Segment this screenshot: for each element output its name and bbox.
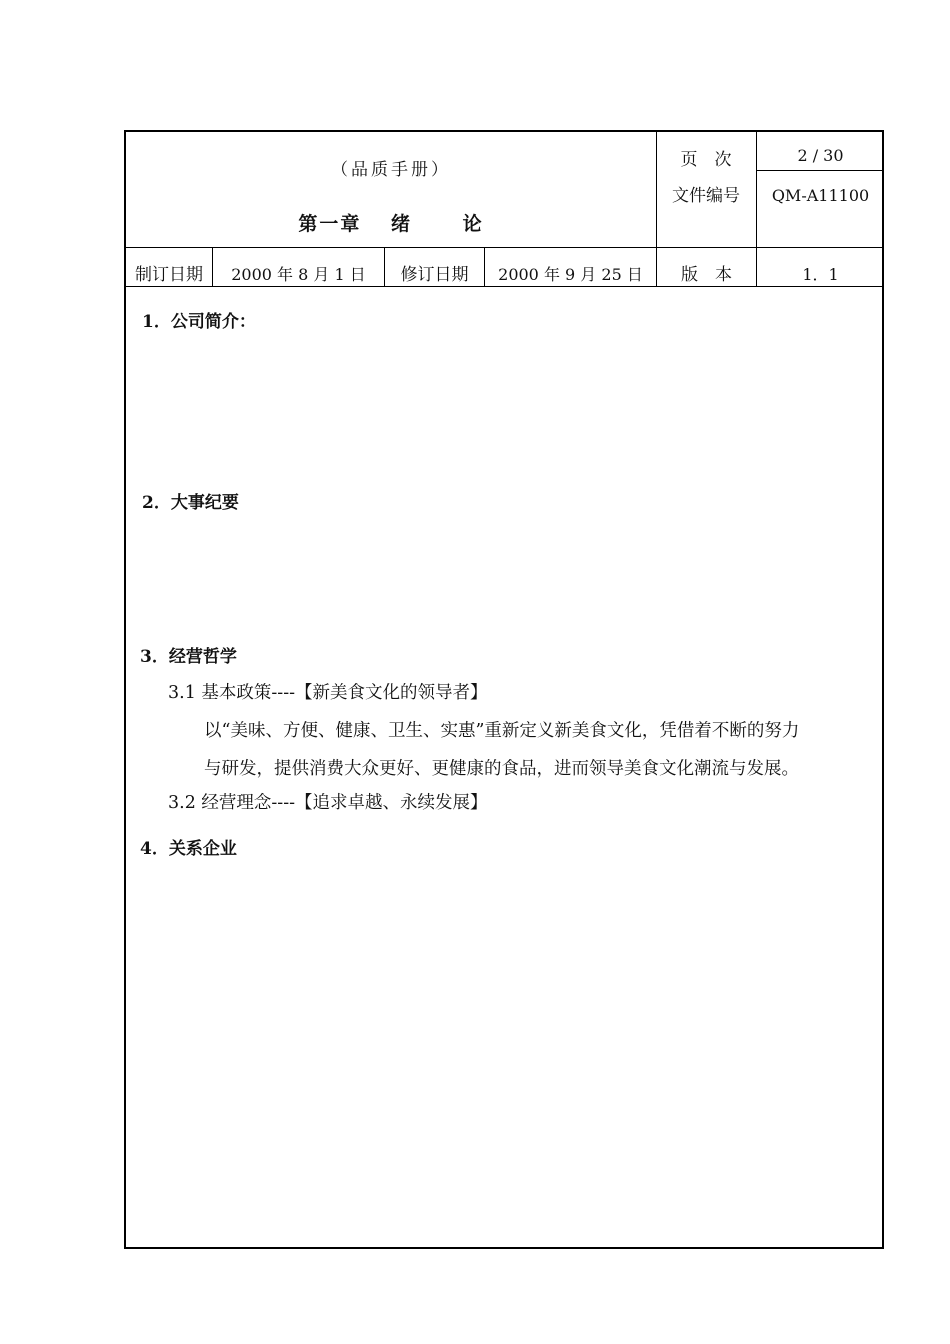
section-1-heading: 1．公司简介：	[142, 312, 256, 332]
version-label: 版 本	[681, 265, 732, 285]
rev-date-label: 修订日期	[400, 265, 469, 285]
version-value: 1．1	[802, 265, 839, 284]
docno-value: QM-A11100	[771, 186, 870, 205]
header-row-divider	[756, 170, 884, 171]
section-2-heading: 2．大事纪要	[142, 493, 239, 513]
section-3-1-line-2: 与研发，提供消费大众更好、更健康的食品，进而领导美食文化潮流与发展。	[204, 759, 799, 779]
chapter-title: 第一章 绪 论	[298, 213, 484, 235]
docno-label: 文件编号	[672, 186, 740, 206]
header-bottom-line-1	[126, 247, 884, 248]
section-3-1-line-1: 以“美味、方便、健康、卫生、实惠”重新定义新美食文化，凭借着不断的努力	[204, 721, 800, 741]
section-4-heading: 4．关系企业	[140, 839, 237, 859]
section-3-2: 3.2 经营理念----【追求卓越、永续发展】	[168, 793, 488, 813]
made-date-label: 制订日期	[135, 265, 203, 285]
header-bottom-line-2	[126, 286, 884, 287]
made-date-value: 2000 年 8 月 1 日	[231, 265, 366, 284]
section-3-1: 3.1 基本政策----【新美食文化的领导者】	[168, 683, 488, 703]
page-label: 页 次	[680, 150, 732, 170]
manual-name: （品质手册）	[331, 160, 451, 180]
section-3-heading: 3．经营哲学	[140, 647, 237, 667]
page-value: 2 / 30	[797, 146, 844, 165]
rev-date-value: 2000 年 9 月 25 日	[498, 265, 643, 284]
document-frame	[124, 130, 884, 1249]
